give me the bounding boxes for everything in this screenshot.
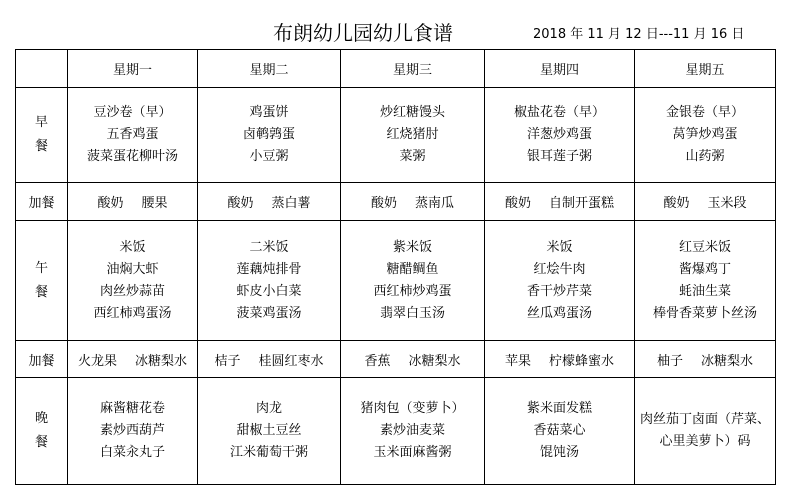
snack-item: 自制开蛋糕 <box>549 196 615 211</box>
menu-item: 素炒西葫芦 <box>99 423 165 438</box>
dinner-thursday <box>485 378 635 485</box>
morning-snack-row <box>16 183 776 221</box>
snack-item: 柚子 <box>656 353 683 369</box>
afternoon-snack-label: 加餐 <box>16 341 68 378</box>
afternoon-snack-thursday <box>485 341 635 378</box>
snack-item: 酸奶 <box>663 196 690 211</box>
menu-item: 素炒油麦菜 <box>379 423 445 438</box>
menu-item: 五香鸡蛋 <box>106 127 159 142</box>
morning-snack-friday <box>635 183 776 221</box>
snack-item: 冰糖梨水 <box>135 353 188 369</box>
snack-item: 酸奶 <box>227 196 254 211</box>
lunch-wednesday <box>341 221 485 341</box>
menu-item: 西红柿炒鸡蛋 <box>373 283 452 299</box>
snack-item: 蒸南瓜 <box>415 196 455 211</box>
snack-item: 蒸白薯 <box>271 196 311 211</box>
menu-item: 洋葱炒鸡蛋 <box>526 127 592 142</box>
menu-item: 江米葡萄干粥 <box>229 445 308 460</box>
morning-snack-wednesday <box>341 183 485 221</box>
date-range: 2018 年 11 月 12 日---11 月 16 日 <box>533 27 745 42</box>
breakfast-tuesday <box>198 88 341 183</box>
page-title: 布朗幼儿园幼儿食谱 <box>273 21 453 45</box>
menu-item: 油焖大虾 <box>106 261 159 277</box>
menu-item: 酱爆鸡丁 <box>678 261 731 277</box>
menu-item: 肉丝茄丁卤面（芹菜、心里美萝卜）码 <box>639 412 770 449</box>
menu-item: 紫米饭 <box>392 239 432 255</box>
menu-item: 小豆粥 <box>249 149 289 164</box>
dinner-friday <box>635 378 776 485</box>
lunch-friday <box>635 221 776 341</box>
breakfast-label: 早 餐 <box>16 88 68 183</box>
day-header-friday: 星期五 <box>635 50 776 88</box>
menu-item: 馄饨汤 <box>539 445 579 460</box>
breakfast-wednesday <box>341 88 485 183</box>
menu-item: 白菜汆丸子 <box>99 445 165 460</box>
snack-item: 苹果 <box>504 353 531 369</box>
snack-item: 桂圆红枣水 <box>258 353 324 369</box>
menu-item: 红烩牛肉 <box>533 261 586 277</box>
afternoon-snack-friday <box>635 341 776 378</box>
breakfast-friday <box>635 88 776 183</box>
menu-item: 菜粥 <box>399 149 426 164</box>
day-header-tuesday: 星期二 <box>198 50 341 88</box>
dinner-row <box>16 378 776 485</box>
morning-snack-thursday <box>485 183 635 221</box>
menu-item: 炒红糖馒头 <box>379 105 445 120</box>
menu-item: 蚝油生菜 <box>678 283 731 299</box>
afternoon-snack-row <box>16 341 776 378</box>
dinner-monday <box>68 378 198 485</box>
menu-item: 西红柿鸡蛋汤 <box>93 305 172 321</box>
lunch-tuesday <box>198 221 341 341</box>
morning-snack-monday <box>68 183 198 221</box>
menu-item: 菠菜鸡蛋汤 <box>236 305 302 321</box>
snack-item: 玉米段 <box>707 196 747 211</box>
menu-item: 翡翠白玉汤 <box>379 305 445 321</box>
menu-item: 椒盐花卷（早） <box>513 105 605 120</box>
menu-item: 山药粥 <box>685 149 725 164</box>
menu-item: 麻酱糖花卷 <box>99 401 165 416</box>
snack-item: 酸奶 <box>370 196 397 211</box>
menu-item: 米饭 <box>546 239 573 255</box>
menu-item: 豆沙卷（早） <box>93 105 172 120</box>
breakfast-thursday <box>485 88 635 183</box>
menu-item: 肉龙 <box>255 401 282 416</box>
snack-item: 酸奶 <box>97 196 124 211</box>
menu-item: 金银卷（早） <box>665 105 744 120</box>
menu-item: 紫米面发糕 <box>526 401 592 416</box>
snack-item: 冰糖梨水 <box>408 353 461 369</box>
menu-item: 鸡蛋饼 <box>249 105 289 120</box>
menu-item: 棒骨香菜萝卜丝汤 <box>652 305 757 321</box>
snack-item: 腰果 <box>141 196 168 211</box>
breakfast-monday <box>68 88 198 183</box>
snack-item: 酸奶 <box>504 196 531 211</box>
corner-cell <box>16 50 68 88</box>
morning-snack-label: 加餐 <box>16 183 68 221</box>
lunch-monday <box>68 221 198 341</box>
dinner-tuesday <box>198 378 341 485</box>
menu-item: 丝瓜鸡蛋汤 <box>526 305 592 321</box>
lunch-label: 午 餐 <box>16 221 68 341</box>
dinner-label: 晚 餐 <box>16 378 68 485</box>
day-header-thursday: 星期四 <box>485 50 635 88</box>
menu-item: 猪肉包（变萝卜） <box>360 401 465 416</box>
afternoon-snack-monday <box>68 341 198 378</box>
menu-item: 莲藕炖排骨 <box>236 261 302 277</box>
breakfast-row <box>16 88 776 183</box>
menu-item: 二米饭 <box>249 239 289 255</box>
dinner-wednesday <box>341 378 485 485</box>
afternoon-snack-tuesday <box>198 341 341 378</box>
morning-snack-tuesday <box>198 183 341 221</box>
menu-item: 玉米面麻酱粥 <box>373 445 452 460</box>
menu-item: 米饭 <box>119 239 146 255</box>
menu-item: 香干炒芹菜 <box>526 283 592 299</box>
menu-item: 卤鹌鹑蛋 <box>242 127 295 142</box>
snack-item: 香蕉 <box>364 353 391 369</box>
menu-item: 香菇菜心 <box>533 423 586 438</box>
menu-table <box>15 49 776 485</box>
menu-item: 莴笋炒鸡蛋 <box>672 127 738 142</box>
menu-item: 糖醋鲷鱼 <box>386 261 439 277</box>
menu-item: 虾皮小白菜 <box>236 283 302 299</box>
day-header-monday: 星期一 <box>68 50 198 88</box>
menu-item: 红豆米饭 <box>678 239 731 255</box>
menu-item: 甜椒土豆丝 <box>236 423 302 438</box>
menu-item: 银耳莲子粥 <box>526 149 592 164</box>
day-header-row <box>16 50 776 88</box>
menu-item: 红烧猪肘 <box>386 127 439 142</box>
snack-item: 桔子 <box>214 353 241 369</box>
snack-item: 火龙果 <box>77 353 117 369</box>
lunch-thursday <box>485 221 635 341</box>
snack-item: 冰糖梨水 <box>701 353 754 369</box>
menu-item: 菠菜蛋花柳叶汤 <box>86 149 178 164</box>
lunch-row <box>16 221 776 341</box>
day-header-wednesday: 星期三 <box>341 50 485 88</box>
afternoon-snack-wednesday <box>341 341 485 378</box>
snack-item: 柠檬蜂蜜水 <box>549 353 615 369</box>
menu-item: 肉丝炒蒜苗 <box>99 283 165 299</box>
